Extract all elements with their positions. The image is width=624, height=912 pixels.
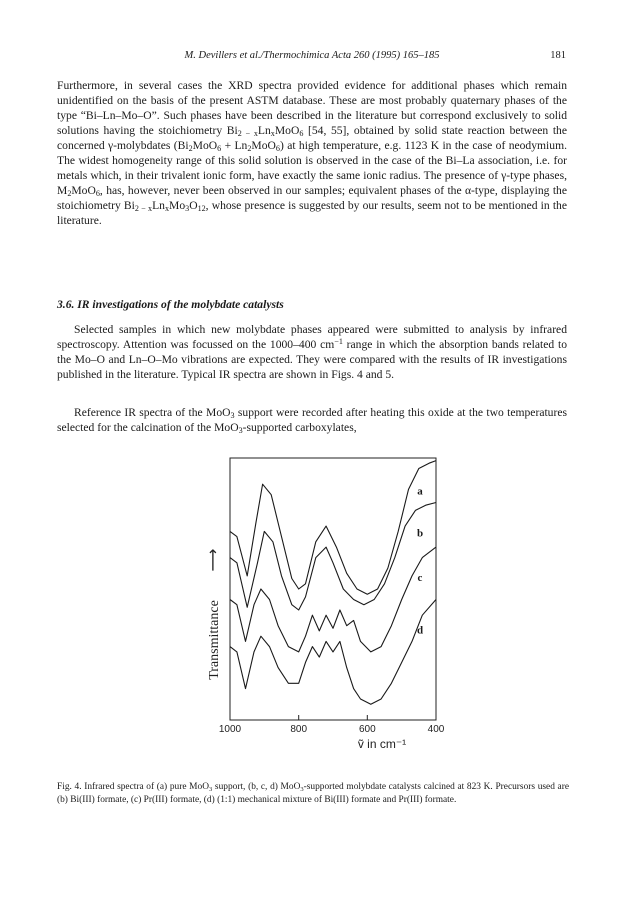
series-label-d: d	[416, 624, 424, 637]
spectrum-line-d	[230, 600, 436, 705]
body-paragraph-ir-intro: Selected samples in which new molybdate phases appeared were submitted to analysis by infrared spectroscopy. Attention was focussed on the 1000–400 $cm^{-1}$ range in which the absorption bands related to the Mo–O and Ln–O–Mo vibrations are expected. They were compared with the results of IR investigations published in the literature. Typical IR spectra are shown in Figs. 4 and 5.	[57, 323, 568, 381]
spectrum-line-b	[230, 503, 436, 611]
y-axis-arrow: ⟶	[203, 548, 222, 572]
y-axis-label: Transmittance	[207, 600, 222, 680]
ir-spectra-chart	[200, 450, 460, 750]
figure-caption: Fig. 4. Infrared spectra of (a) pure MoO$_3$ support, (b, c, d) MoO$_3$-supported molybdate catalysts calcined at 823 K. Precursors used are (b) Bi(III) formate, (c) Pr(III) formate, (d) (1:1) mechanical mixture of Bi(III) formate and Pr(III) formate.	[57, 782, 569, 805]
x-tick-label-1000: 1000	[218, 724, 242, 735]
x-tick-label-400: 400	[427, 724, 445, 735]
x-axis-label: ṽ in cm⁻¹	[357, 737, 407, 750]
body-paragraph-xrd-phases: Furthermore, in several cases the XRD spectra provided evidence for additional phases which remain unidentified on the basis of the present ASTM database. These are most probably quaternary phases of the type “Bi–Ln–Mo–O”. Such phases have been described in the literature but correspond exclusively to solid solutions having the stoichiometry $Bi_{2 - x}Ln_xMoO_6$ [54, 55], obtained by solid state reaction between the concerned γ-molybdates $(Bi_2MoO_6 + Ln_2MoO_6)$ at high temperature, e.g. 1123 K in the case of neodymium. The widest homogeneity range of this solid solution is observed in the case of the Bi–La association, i.e. for metals which, in their trivalent ionic form, have exactly the same ionic radius. The presence of γ-type phases, $M_2MoO_6$, has, however, never been observed in our samples; equivalent phases of the α-type, displaying the stoichiometry $Bi_{2 - x}Ln_xMo_3O_{12}$, whose presence is suggested by our results, seem not to be mentioned in the literature.	[57, 79, 567, 227]
series-label-b: b	[416, 527, 424, 540]
body-paragraph-reference-spectra: Reference IR spectra of the MoO$_3$ support were recorded after heating this oxide at the two temperatures selected for the calcination of the MoO$_3$-supported carboxylates,	[57, 406, 567, 435]
page-number: 181	[550, 50, 566, 61]
series-label-c: c	[417, 572, 423, 585]
series-label-a: a	[417, 485, 423, 498]
section-heading: 3.6. IR investigations of the molybdate catalysts	[57, 298, 284, 311]
x-tick-label-600: 600	[358, 724, 376, 735]
figure-4-ir-spectra	[200, 450, 460, 750]
running-head-citation: M. Devillers et al./Thermochimica Acta 260 (1995) 165–185	[184, 50, 440, 61]
x-tick-label-800: 800	[290, 724, 308, 735]
